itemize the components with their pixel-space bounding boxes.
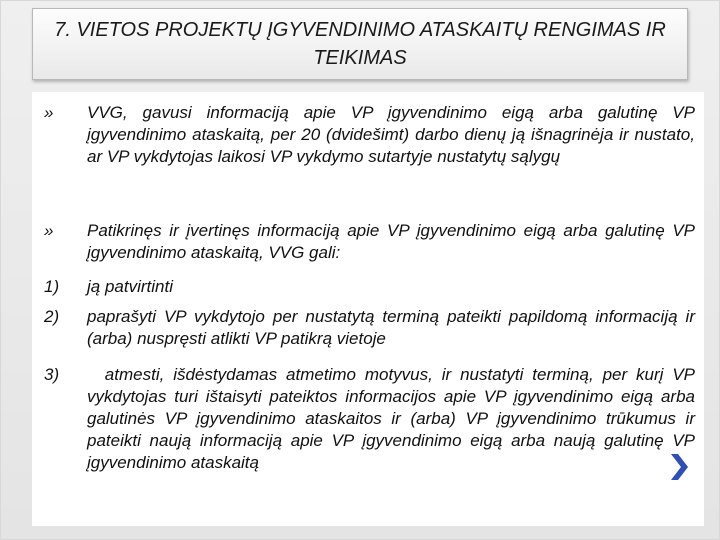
slide-title: 7. VIETOS PROJEKTŲ ĮGYVENDINIMO ATASKAITŲ RENGIMAS IR TEIKIMAS <box>54 19 666 69</box>
bullet-marker: » <box>44 103 54 122</box>
list-item-text: VVG, gavusi informaciją apie VP įgyvendinimo eigą arba galutinę VP įgyvendinimo ataskaitą, per 20 (dvidešimt) darbo dienų ją išnagrinėja ir nustato, ar VP vykdytojas laikosi VP vykdymo sutartyje nustatytų sąlygų <box>87 103 695 166</box>
chevron-right-icon[interactable] <box>668 452 690 482</box>
title-box <box>32 8 688 80</box>
list-item-text: Patikrinęs ir įvertinęs informaciją apie VP įgyvendinimo eigą arba galutinę VP įgyvendinimo ataskaitą, VVG gali: <box>87 221 695 262</box>
number-marker: 3) <box>44 365 60 384</box>
number-marker: 2) <box>44 307 60 326</box>
bullet-marker: » <box>44 221 54 240</box>
list-item-text: atmesti, išdėstydamas atmetimo motyvus, ir nustatyti terminą, per kurį VP vykdytojas turi ištaisyti pateiktos informacijos apie VP įgyvendinimo eigą arba galutinės VP įgyvendinimo ataskaitos ir (arba) VP įgyvendinimo trūkumus ir pateikti naują informaciją apie VP įgyvendinimo eigą arba naują galutinę VP įgyvendinimo ataskaitą <box>87 365 700 472</box>
content-panel <box>32 92 704 526</box>
list-item-text: paprašyti VP vykdytojo per nustatytą terminą pateikti papildomą informaciją ir (arba) nuspręsti atlikti VP patikrą vietoje <box>87 307 695 348</box>
number-marker: 1) <box>44 277 60 296</box>
list-item-text: ją patvirtinti <box>87 277 173 296</box>
